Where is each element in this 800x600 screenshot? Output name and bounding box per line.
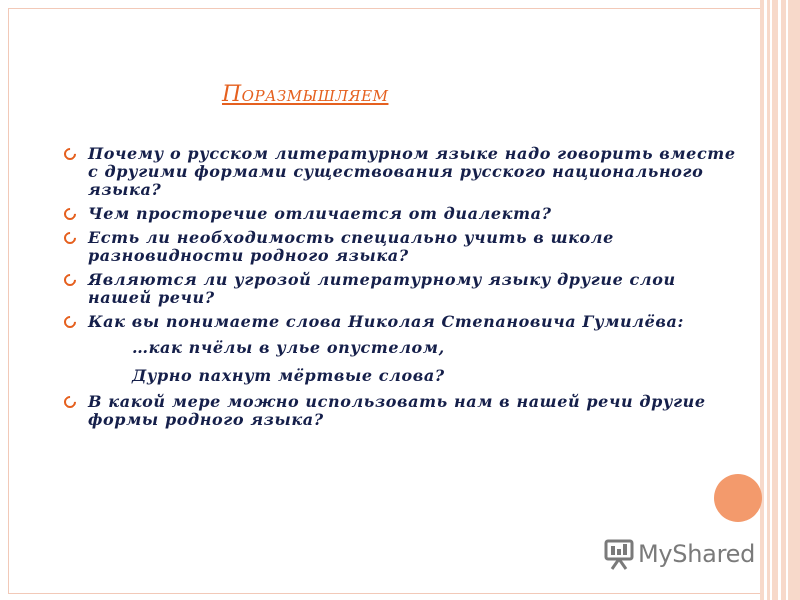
list-item-text: Как вы понимаете слова Николая Степановича Гумилёва: bbox=[88, 312, 684, 331]
list-item bbox=[62, 145, 742, 199]
poem-line bbox=[62, 337, 742, 359]
bullet-icon bbox=[62, 206, 79, 223]
bullet-icon bbox=[62, 230, 79, 247]
band-stripe bbox=[764, 0, 767, 600]
bullet-icon bbox=[62, 394, 79, 411]
band-stripe bbox=[770, 0, 772, 600]
bullet-icon bbox=[62, 146, 79, 163]
bullet-icon bbox=[62, 314, 79, 331]
list-item-text: Почему о русском литературном языке надо говорить вместе с другими формами существования русского национального языка? bbox=[88, 144, 736, 199]
list-item-text: Являются ли угрозой литературному языку другие слои нашей речи? bbox=[88, 270, 676, 307]
slide-title: Поразмышляем bbox=[222, 82, 389, 107]
poem-line-text: …как пчёлы в улье опустелом, bbox=[132, 338, 445, 357]
watermark-logo bbox=[604, 534, 755, 574]
list-item bbox=[62, 313, 742, 331]
decorative-right-band bbox=[760, 0, 800, 600]
presentation-board-icon bbox=[604, 537, 634, 571]
bullet-icon bbox=[62, 272, 79, 289]
bullet-list bbox=[62, 145, 742, 435]
list-item bbox=[62, 205, 742, 223]
list-item bbox=[62, 271, 742, 307]
list-item bbox=[62, 229, 742, 265]
band-stripe bbox=[786, 0, 788, 600]
list-item-text: Есть ли необходимость специально учить в школе разновидности родного языка? bbox=[88, 228, 614, 265]
list-item-text: В какой мере можно использовать нам в нашей речи другие формы родного языка? bbox=[88, 392, 706, 429]
list-item bbox=[62, 393, 742, 429]
watermark-text: MyShared bbox=[638, 540, 756, 568]
band-stripe bbox=[778, 0, 781, 600]
list-item-text: Чем просторечие отличается от диалекта? bbox=[88, 204, 552, 223]
poem-line bbox=[62, 365, 742, 387]
poem-line-text: Дурно пахнут мёртвые слова? bbox=[132, 366, 445, 385]
decorative-circle bbox=[714, 474, 762, 522]
